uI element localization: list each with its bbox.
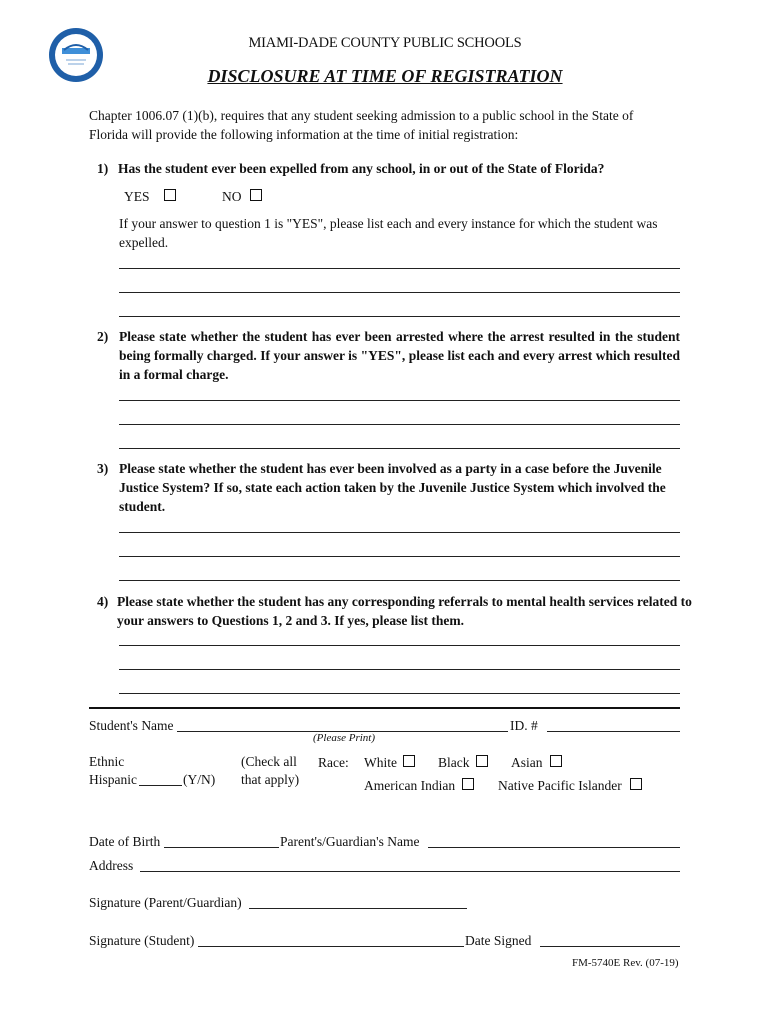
q1-no-checkbox[interactable]: [250, 189, 262, 201]
section-divider: [89, 707, 680, 709]
student-name-label: Student's Name: [89, 718, 174, 733]
intro-text: Chapter 1006.07 (1)(b), requires that any student seeking admission to a public school in the State of Florida will provide the following information at the time of initial registration:: [89, 108, 634, 142]
q3-answer-line[interactable]: [119, 556, 680, 557]
race-native-pacific-label: Native Pacific Islander: [498, 778, 622, 793]
q3-answer-line[interactable]: [119, 532, 680, 533]
form-code: FM-5740E Rev. (07-19): [572, 957, 679, 969]
q2-answer-line[interactable]: [119, 400, 680, 401]
question-4-text: Please state whether the student has any corresponding referrals to mental health services related to your answers to Questions 1, 2 and 3. If yes, please list them.: [117, 594, 692, 628]
q4-answer-line[interactable]: [119, 669, 680, 670]
signature-parent-label: Signature (Parent/Guardian): [89, 895, 242, 910]
q1-answer-line[interactable]: [119, 316, 680, 317]
race-american-indian-label: American Indian: [364, 778, 456, 793]
question-2-text: Please state whether the student has ever been arrested where the arrest resulted in the student being formally charged. If your answer is "YES", please list each and every arrest which resulted in a formal charge.: [119, 329, 680, 382]
race-black-checkbox[interactable]: [476, 755, 488, 767]
district-name: MIAMI-DADE COUNTY PUBLIC SCHOOLS: [248, 35, 522, 51]
guardian-name-field[interactable]: [428, 847, 680, 848]
signature-student-field[interactable]: [198, 946, 464, 947]
signature-student-label: Signature (Student): [89, 933, 195, 948]
student-id-label: ID. #: [510, 718, 538, 733]
hispanic-label: Hispanic: [89, 772, 137, 787]
check-all-label: (Check all: [241, 754, 297, 769]
hispanic-field[interactable]: [139, 785, 182, 786]
race-white-label: White: [364, 755, 397, 770]
question-3-number: 3): [97, 461, 109, 476]
race-american-indian-checkbox[interactable]: [462, 778, 474, 790]
q1-yes-label: YES: [124, 189, 150, 204]
date-signed-label: Date Signed: [465, 933, 532, 948]
race-white-checkbox[interactable]: [403, 755, 415, 767]
dob-label: Date of Birth: [89, 834, 161, 849]
q3-answer-line[interactable]: [119, 580, 680, 581]
ethnic-label: Ethnic: [89, 754, 125, 769]
q1-answer-line[interactable]: [119, 292, 680, 293]
q4-answer-line[interactable]: [119, 645, 680, 646]
hispanic-yn-label: (Y/N): [183, 772, 216, 787]
address-field[interactable]: [140, 871, 680, 872]
race-asian-checkbox[interactable]: [550, 755, 562, 767]
race-asian-label: Asian: [511, 755, 543, 770]
question-3-text: Please state whether the student has ever been involved as a party in a case before the Juvenile Justice System? If so, state each action taken by the Juvenile Justice System which involved the student.: [119, 461, 666, 514]
form-title: DISCLOSURE AT TIME OF REGISTRATION: [207, 66, 563, 86]
date-signed-field[interactable]: [540, 946, 680, 947]
race-label: Race:: [318, 755, 349, 770]
question-1-text: Has the student ever been expelled from any school, in or out of the State of Florida?: [118, 161, 605, 176]
q1-yes-checkbox[interactable]: [164, 189, 176, 201]
guardian-name-label: Parent's/Guardian's Name: [280, 834, 420, 849]
q1-no-label: NO: [222, 189, 242, 204]
question-4-number: 4): [97, 594, 109, 609]
student-id-field[interactable]: [547, 731, 680, 732]
q2-answer-line[interactable]: [119, 448, 680, 449]
q2-answer-line[interactable]: [119, 424, 680, 425]
q1-followup-text: If your answer to question 1 is "YES", please list each and every instance for which the student was expelled.: [119, 216, 658, 250]
print-note: (Please Print): [313, 732, 376, 744]
race-black-label: Black: [438, 755, 470, 770]
signature-parent-field[interactable]: [249, 908, 467, 909]
check-all-label-2: that apply): [241, 772, 300, 787]
question-2-number: 2): [97, 329, 109, 344]
question-1-number: 1): [97, 161, 109, 176]
q1-answer-line[interactable]: [119, 268, 680, 269]
q4-answer-line[interactable]: [119, 693, 680, 694]
race-native-pacific-checkbox[interactable]: [630, 778, 642, 790]
address-label: Address: [89, 858, 134, 873]
dob-field[interactable]: [164, 847, 279, 848]
